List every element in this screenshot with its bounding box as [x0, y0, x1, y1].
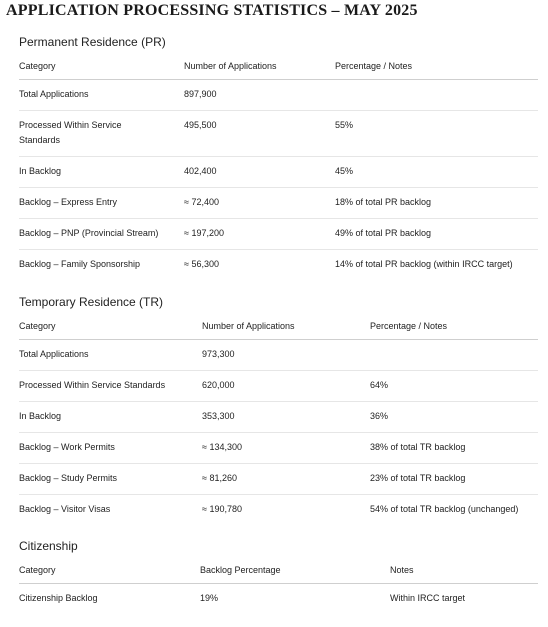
tr-section-title: Temporary Residence (TR)	[19, 294, 164, 309]
table-cell: Backlog – PNP (Provincial Stream)	[19, 219, 184, 250]
table-header-row	[19, 316, 538, 340]
table-cell: Backlog – Visitor Visas	[19, 503, 111, 514]
table-cell: ≈ 56,300	[184, 259, 219, 269]
table-cell: 19%	[200, 593, 219, 603]
table-row	[19, 219, 538, 250]
table-cell: 64%	[370, 370, 538, 401]
table-cell: Backlog – Express Entry	[19, 188, 184, 219]
column-header: Percentage / Notes	[335, 56, 538, 80]
table-cell: 620,000	[202, 370, 370, 401]
table-cell: ≈ 197,200	[184, 219, 335, 250]
table-row	[19, 370, 538, 401]
table-cell: Total Applications	[19, 80, 184, 111]
table-row	[19, 432, 538, 463]
tr-table	[19, 316, 538, 526]
column-header: Category	[19, 560, 200, 584]
citizenship-table	[19, 560, 538, 610]
table-cell: 45%	[335, 157, 538, 188]
table-cell: 38% of total TR backlog	[370, 432, 538, 463]
table-cell: 18% of total PR backlog	[335, 188, 538, 219]
table-cell: Backlog – Work Permits	[19, 432, 202, 463]
table-cell: 973,300	[202, 339, 370, 370]
table-cell: ≈ 190,780	[202, 503, 242, 514]
table-cell: 897,900	[184, 80, 335, 111]
table-cell	[370, 339, 538, 370]
document-title: APPLICATION PROCESSING STATISTICS – MAY 2025	[6, 2, 418, 19]
table-row	[19, 157, 538, 188]
citizenship-section-title: Citizenship	[19, 539, 78, 553]
pr-table	[19, 56, 538, 281]
table-cell: 402,400	[184, 157, 335, 188]
table-cell: Backlog – Family Sponsorship	[19, 259, 141, 269]
table-cell: 54% of total TR backlog (unchanged)	[370, 503, 519, 514]
table-cell: Processed Within Service Standards	[19, 370, 202, 401]
column-header: Backlog Percentage	[200, 560, 390, 584]
table-header-row	[19, 56, 538, 80]
column-header: Number of Applications	[202, 316, 370, 340]
table-cell: ≈ 134,300	[202, 432, 370, 463]
table-cell: Within IRCC target	[390, 593, 466, 603]
table-cell: 495,500	[184, 111, 335, 157]
table-cell: 353,300	[202, 401, 370, 432]
table-row	[19, 80, 538, 111]
table-cell: Total Applications	[19, 339, 202, 370]
table-cell: 55%	[335, 111, 538, 157]
table-cell	[335, 80, 538, 111]
table-row	[19, 584, 538, 610]
table-cell: 36%	[370, 401, 538, 432]
table-cell: ≈ 72,400	[184, 188, 335, 219]
column-header: Percentage / Notes	[370, 316, 538, 340]
pr-section-title: Permanent Residence (PR)	[19, 35, 166, 49]
column-header: Category	[19, 56, 184, 80]
table-cell: ≈ 81,260	[202, 463, 370, 494]
column-header: Number of Applications	[184, 56, 335, 80]
table-row	[19, 250, 538, 281]
citizenship-section	[19, 538, 538, 610]
pr-section	[19, 34, 538, 281]
tr-section	[19, 294, 538, 526]
table-row	[19, 494, 538, 525]
table-cell: Processed Within Service Standards	[19, 111, 184, 157]
table-header-row	[19, 560, 538, 584]
column-header: Category	[19, 316, 202, 340]
table-row	[19, 111, 538, 157]
table-row	[19, 463, 538, 494]
table-row	[19, 188, 538, 219]
table-cell: 23% of total TR backlog	[370, 463, 538, 494]
table-cell: In Backlog	[19, 157, 184, 188]
table-cell: 14% of total PR backlog (within IRCC target)	[335, 259, 513, 269]
table-cell: Backlog – Study Permits	[19, 463, 202, 494]
column-header: Notes	[390, 560, 538, 584]
table-row	[19, 401, 538, 432]
table-cell: 49% of total PR backlog	[335, 219, 538, 250]
table-row	[19, 339, 538, 370]
table-cell: Citizenship Backlog	[19, 593, 98, 603]
table-cell: In Backlog	[19, 401, 202, 432]
